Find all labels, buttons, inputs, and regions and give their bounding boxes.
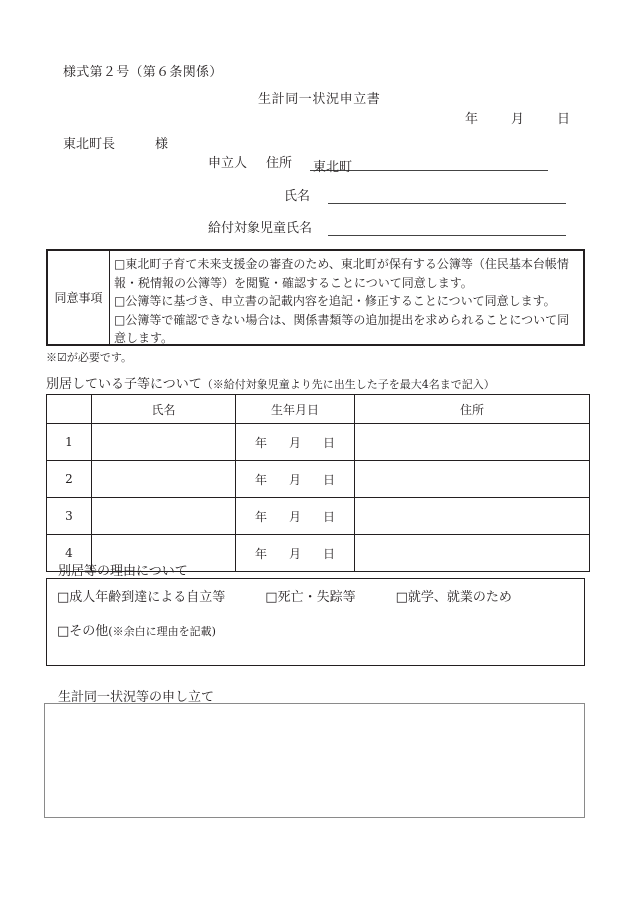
date-month-label: 月 bbox=[510, 112, 524, 127]
checkbox-required-note bbox=[46, 349, 132, 365]
checked-box-icon: ☑ bbox=[57, 351, 67, 364]
date-line bbox=[465, 108, 570, 127]
consent-item-2[interactable]: □公簿等に基づき、申立書の記載内容を追記・修正することについて同意します。 bbox=[114, 294, 556, 308]
applicant-address-row bbox=[208, 152, 548, 175]
dob-month-label: 月 bbox=[288, 546, 301, 561]
page-title: 生計同一状況申立書 bbox=[258, 92, 381, 107]
table-row bbox=[47, 461, 590, 498]
column-header-name: 氏名 bbox=[92, 395, 236, 424]
consent-item-3[interactable]: □公簿等で確認できない場合は、関係書類等の追加提出を求められることについて同意します。 bbox=[114, 312, 570, 345]
dob-year-label: 年 bbox=[254, 435, 267, 450]
consent-box bbox=[46, 249, 585, 346]
dob-year-label: 年 bbox=[254, 546, 267, 561]
dob-day-label: 日 bbox=[323, 546, 336, 561]
child-dob-cell[interactable] bbox=[236, 424, 355, 461]
child-address-cell[interactable] bbox=[355, 498, 590, 535]
reason-option-school-work[interactable]: □就学、就業のため bbox=[395, 590, 512, 605]
dob-day-label: 日 bbox=[323, 472, 336, 487]
reason-option-other[interactable]: □その他 bbox=[57, 624, 109, 639]
column-header-dob: 生年月日 bbox=[236, 395, 355, 424]
addressee bbox=[63, 133, 168, 152]
children-section-heading bbox=[46, 373, 495, 392]
child-name-value bbox=[328, 221, 331, 236]
addressee-honorific: 様 bbox=[155, 137, 169, 152]
dob-month-label: 月 bbox=[288, 435, 301, 450]
column-header-no bbox=[47, 395, 92, 424]
row-number: 1 bbox=[47, 424, 92, 461]
reason-option-death[interactable]: □死亡・失踪等 bbox=[265, 590, 356, 605]
declaration-section-heading: 生計同一状況等の申し立て bbox=[58, 690, 215, 705]
dob-day-label: 日 bbox=[323, 435, 336, 450]
child-dob-cell[interactable] bbox=[236, 461, 355, 498]
reason-section-heading: 別居等の理由について bbox=[58, 564, 188, 579]
table-row bbox=[47, 498, 590, 535]
child-address-cell[interactable] bbox=[355, 424, 590, 461]
name-value bbox=[328, 189, 331, 204]
child-dob-cell[interactable] bbox=[236, 535, 355, 572]
dob-day-label: 日 bbox=[323, 509, 336, 524]
consent-body bbox=[110, 251, 583, 344]
table-row bbox=[47, 424, 590, 461]
reason-other-note: (※余白に理由を記載) bbox=[108, 625, 216, 638]
column-header-address: 住所 bbox=[355, 395, 590, 424]
name-label: 氏名 bbox=[284, 189, 311, 204]
table-header-row bbox=[47, 395, 590, 424]
child-address-cell[interactable] bbox=[355, 535, 590, 572]
address-value: 東北町 bbox=[313, 160, 353, 175]
child-name-row bbox=[208, 217, 566, 236]
note-suffix: が必要です。 bbox=[66, 351, 132, 364]
row-number: 3 bbox=[47, 498, 92, 535]
dob-month-label: 月 bbox=[288, 472, 301, 487]
dob-year-label: 年 bbox=[254, 509, 267, 524]
children-heading-note: （※給付対象児童より先に出生した子を最大4名まで記入） bbox=[201, 378, 495, 391]
child-name-input[interactable] bbox=[328, 221, 566, 236]
address-label: 住所 bbox=[266, 156, 293, 171]
addressee-name: 東北町長 bbox=[63, 137, 116, 152]
address-input[interactable] bbox=[310, 156, 548, 175]
consent-label: 同意事項 bbox=[48, 251, 110, 344]
child-name-cell[interactable] bbox=[92, 461, 236, 498]
consent-item-1[interactable]: □東北町子育て未来支援金の審査のため、東北町が保有する公簿等（住民基本台帳情報・税情報の公簿等）を閲覧・確認することについて同意します。 bbox=[114, 257, 569, 290]
children-heading-text: 別居している子等について bbox=[46, 377, 202, 392]
reason-options-row-2 bbox=[57, 620, 216, 639]
form-number: 様式第２号（第６条関係） bbox=[63, 65, 223, 80]
reason-option-independence[interactable]: □成人年齢到達による自立等 bbox=[57, 590, 226, 605]
applicant-name-row bbox=[284, 185, 566, 204]
child-name-cell[interactable] bbox=[92, 498, 236, 535]
reason-options-row-1 bbox=[57, 586, 512, 605]
children-table bbox=[46, 394, 590, 572]
declaration-textarea[interactable] bbox=[44, 703, 585, 818]
dob-month-label: 月 bbox=[288, 509, 301, 524]
date-day-label: 日 bbox=[556, 112, 570, 127]
row-number: 2 bbox=[47, 461, 92, 498]
child-dob-cell[interactable] bbox=[236, 498, 355, 535]
reason-box bbox=[46, 578, 585, 666]
child-name-label: 給付対象児童氏名 bbox=[208, 221, 313, 236]
dob-year-label: 年 bbox=[254, 472, 267, 487]
note-prefix: ※ bbox=[46, 351, 57, 364]
child-address-cell[interactable] bbox=[355, 461, 590, 498]
applicant-label: 申立人 bbox=[208, 156, 248, 171]
date-year-label: 年 bbox=[465, 112, 479, 127]
child-name-cell[interactable] bbox=[92, 424, 236, 461]
name-input[interactable] bbox=[328, 189, 566, 204]
row-number: 4 bbox=[47, 535, 92, 572]
